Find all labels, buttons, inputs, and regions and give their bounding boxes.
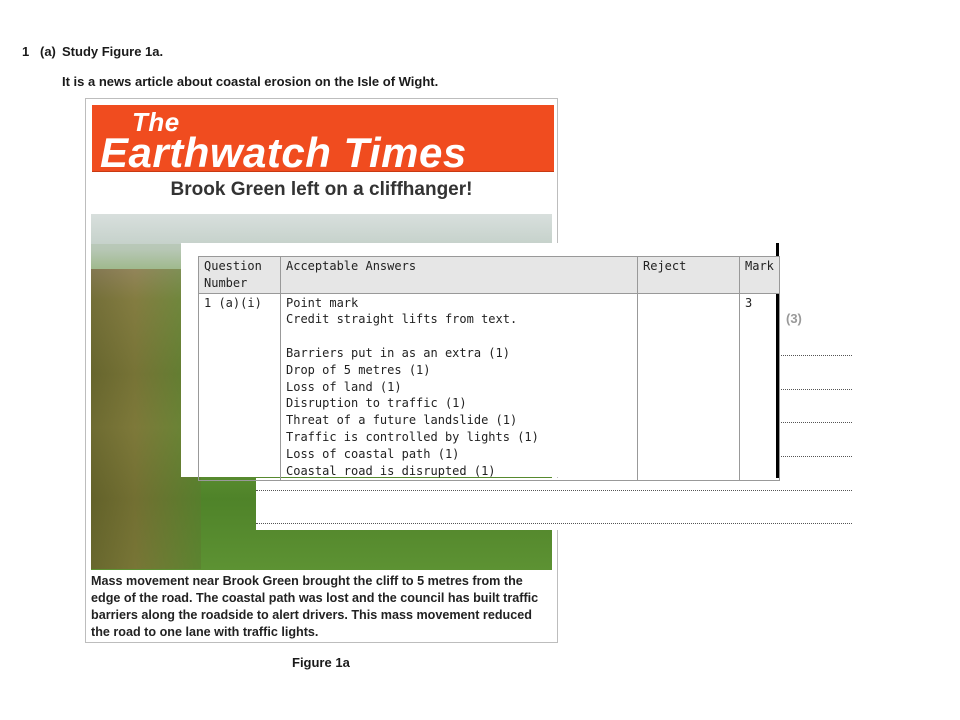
- newspaper-masthead: [92, 105, 554, 176]
- answer-intro-line: Point mark: [286, 295, 359, 310]
- masthead-name: Earthwatch Times: [100, 129, 467, 176]
- answer-line: [256, 490, 852, 491]
- question-part: (a): [40, 44, 56, 59]
- header-reject: Reject: [638, 257, 740, 294]
- mark-scheme-table: [198, 256, 780, 481]
- answer-item: Threat of a future landslide (1): [286, 413, 518, 428]
- answer-item: Drop of 5 metres (1): [286, 362, 431, 377]
- answer-spacer: [286, 328, 632, 345]
- cell-mark: 3: [740, 293, 780, 481]
- figure-label: Figure 1a: [292, 655, 350, 670]
- mark-scheme-header-row: [199, 257, 780, 294]
- answer-line: [779, 389, 852, 390]
- article-caption: Mass movement near Brook Green brought the cliff to 5 metres from the edge of the road. The coastal path was lost and the council has built traffic barriers along the roadside to alert drivers. This mass movement reduced the road to one lane with traffic lights.: [91, 574, 539, 639]
- header-mark: Mark: [740, 257, 780, 294]
- marks-available: (3): [786, 311, 802, 326]
- answer-intro-line: Credit straight lifts from text.: [286, 312, 518, 327]
- question-number: 1: [22, 44, 30, 59]
- answer-line: [256, 523, 852, 524]
- answer-item: Traffic is controlled by lights (1): [286, 429, 539, 444]
- cell-acceptable-answers: [281, 293, 638, 481]
- header-question-number: Question Number: [199, 257, 281, 294]
- article-headline: Brook Green left on a cliffhanger!: [170, 179, 473, 200]
- masthead-the: The: [132, 107, 180, 137]
- cell-question-id: 1 (a)(i): [199, 293, 281, 481]
- question-description: It is a news article about coastal erosion on the Isle of Wight.: [62, 74, 439, 89]
- answer-item: Coastal road is disrupted (1): [286, 463, 496, 478]
- answer-item: Barriers put in as an extra (1): [286, 345, 510, 360]
- cell-reject: [638, 293, 740, 481]
- table-row: [199, 293, 780, 481]
- answer-item: Loss of land (1): [286, 379, 402, 394]
- answer-line: [779, 422, 852, 423]
- header-acceptable-answers: Acceptable Answers: [281, 257, 638, 294]
- answer-line: [779, 355, 852, 356]
- answer-item: Disruption to traffic (1): [286, 396, 467, 411]
- answer-line: [779, 456, 852, 457]
- answer-item: Loss of coastal path (1): [286, 446, 460, 461]
- photo-sky: [91, 214, 552, 244]
- question-instruction: Study Figure 1a.: [62, 44, 164, 59]
